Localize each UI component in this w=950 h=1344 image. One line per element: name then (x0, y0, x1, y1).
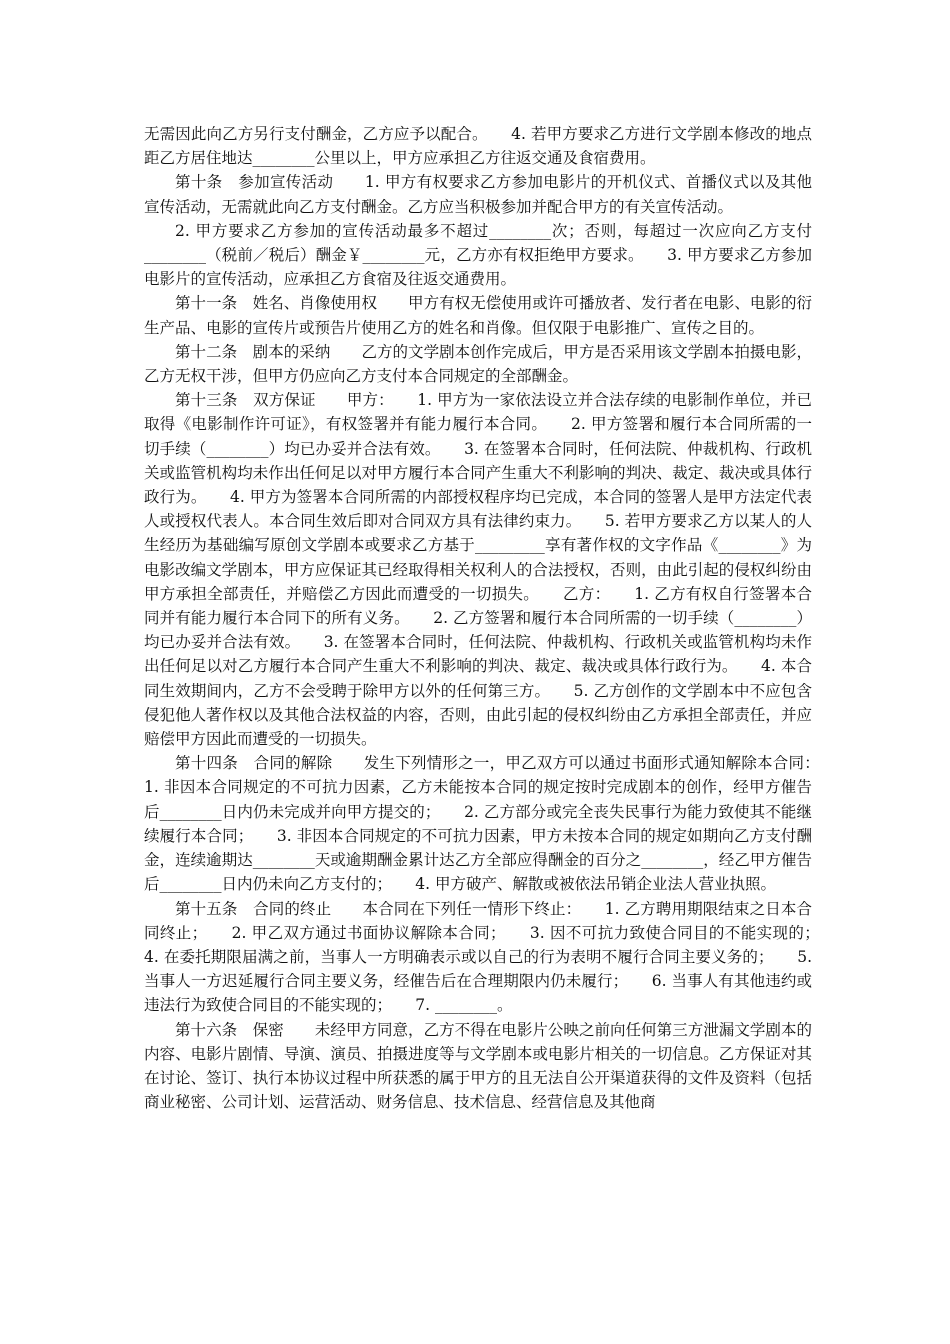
paragraph-article-15: 第十五条 合同的终止 本合同在下列任一情形下终止： 1. 乙方聘用期限结束之日本合同终止； 2. 甲乙双方通过书面协议解除本合同； 3. 因不可抗力致使合同目的不能实现的； 4. 在委托期限届满之前，当事人一方明确表示或以自己的行为表明不履行合同主要义务的； 5. 当事人一方迟延履行合同主要义务，经催告后在合理期限内仍未履行； 6. 当事人有其他违约或违法行为致使合同目的不能实现的； 7. ________。 (144, 899, 844, 1015)
paragraph-article-12: 第十二条 剧本的采纳 乙方的文学剧本创作完成后，甲方是否采用该文学剧本拍摄电影，乙方无权干涉，但甲方仍应向乙方支付本合同规定的全部酬金。 (144, 342, 812, 386)
paragraph-article-13: 第十三条 双方保证 甲方： 1. 甲方为一家依法设立并合法存续的电影制作单位，并已取得《电影制作许可证》，有权签署并有能力履行本合同。 2. 甲方签署和履行本合同所需的一切手续（________）均已办妥并合法有效。 3. 在签署本合同时，任何法院、仲裁机构、行政机关或监管机构均未作出任何足以对甲方履行本合同产生重大不利影响的判决、裁定、裁决或具体行政行为。 4. 甲方为签署本合同所需的内部授权程序均已完成，本合同的签署人是甲方法定代表人或授权代表人。本合同生效后即对合同双方具有法律约束力。 5. 若甲方要求乙方以某人的人生经历为基础编写原创文学剧本或要求乙方基于_________享有著作权的文字作品《________》为电影改编文学剧本，甲方应保证其已经取得相关权利人的合法授权，否则，由此引起的侵权纠纷由甲方承担全部责任，并赔偿乙方因此而遭受的一切损失。 乙方： 1. 乙方有权自行签署本合同并有能力履行本合同下的所有义务。 2. 乙方签署和履行本合同所需的一切手续（________）均已办妥并合法有效。 3. 在签署本合同时，任何法院、仲裁机构、行政机关或监管机构均未作出任何足以对乙方履行本合同产生重大不利影响的判决、裁定、裁决或具体行政行为。 4. 本合同生效期间内，乙方不会受聘于除甲方以外的任何第三方。 5. 乙方创作的文学剧本中不应包含侵犯他人著作权以及其他合法权益的内容，否则，由此引起的侵权纠纷由乙方承担全部责任，并应赔偿甲方因此而遭受的一切损失。 (144, 391, 813, 749)
paragraph-article-14: 第十四条 合同的解除 发生下列情形之一，甲乙双方可以通过书面形式通知解除本合同： 1. 非因本合同规定的不可抗力因素，乙方未能按本合同的规定按时完成剧本的创作，经甲方催告后________日内仍未完成并向甲方提交的； 2. 乙方部分或完全丧失民事行为能力致使其不能继续履行本合同； 3. 非因本合同规定的不可抗力因素，甲方未按本合同的规定如期向乙方支付酬金，连续逾期达________天或逾期酬金累计达乙方全部应得酬金的百分之________，经乙甲方催告后________日内仍未向乙方支付的； 4. 甲方破产、解散或被依法吊销企业法人营业执照。 (144, 754, 844, 894)
paragraph-article-11: 第十一条 姓名、肖像使用权 甲方有权无偿使用或许可播放者、发行者在电影、电影的衍生产品、电影的宣传片或预告片使用乙方的姓名和肖像。但仅限于电影推广、宣传之目的。 (144, 294, 812, 337)
paragraph-continuation: 无需因此向乙方另行支付酬金，乙方应予以配合。 4. 若甲方要求乙方进行文学剧本修改的地点距乙方居住地达________公里以上，甲方应承担乙方往返交通及食宿费用。 (144, 125, 812, 168)
paragraph-article-16: 第十六条 保密 未经甲方同意，乙方不得在电影片公映之前向任何第三方泄漏文学剧本的内容、电影片剧情、导演、演员、拍摄进度等与文学剧本或电影片相关的一切信息。乙方保证对其在讨论、签订、执行本协议过程中所获悉的属于甲方的且无法自公开渠道获得的文件及资料（包括商业秘密、公司计划、运营活动、财务信息、技术信息、经营信息及其他商 (144, 1020, 812, 1112)
paragraph-article-10-items: 2. 甲方要求乙方参加的宣传活动最多不超过________次；否则，每超过一次应向乙方支付________（税前／税后）酬金￥________元，乙方亦有权拒绝甲方要求。 3. 甲方要求乙方参加电影片的宣传活动，应承担乙方食宿及往返交通费用。 (144, 221, 812, 289)
paragraph-article-10: 第十条 参加宣传活动 1. 甲方有权要求乙方参加电影片的开机仪式、首播仪式以及其他宣传活动，无需就此向乙方支付酬金。乙方应当积极参加并配合甲方的有关宣传活动。 (144, 173, 812, 216)
document-body (144, 122, 844, 1114)
